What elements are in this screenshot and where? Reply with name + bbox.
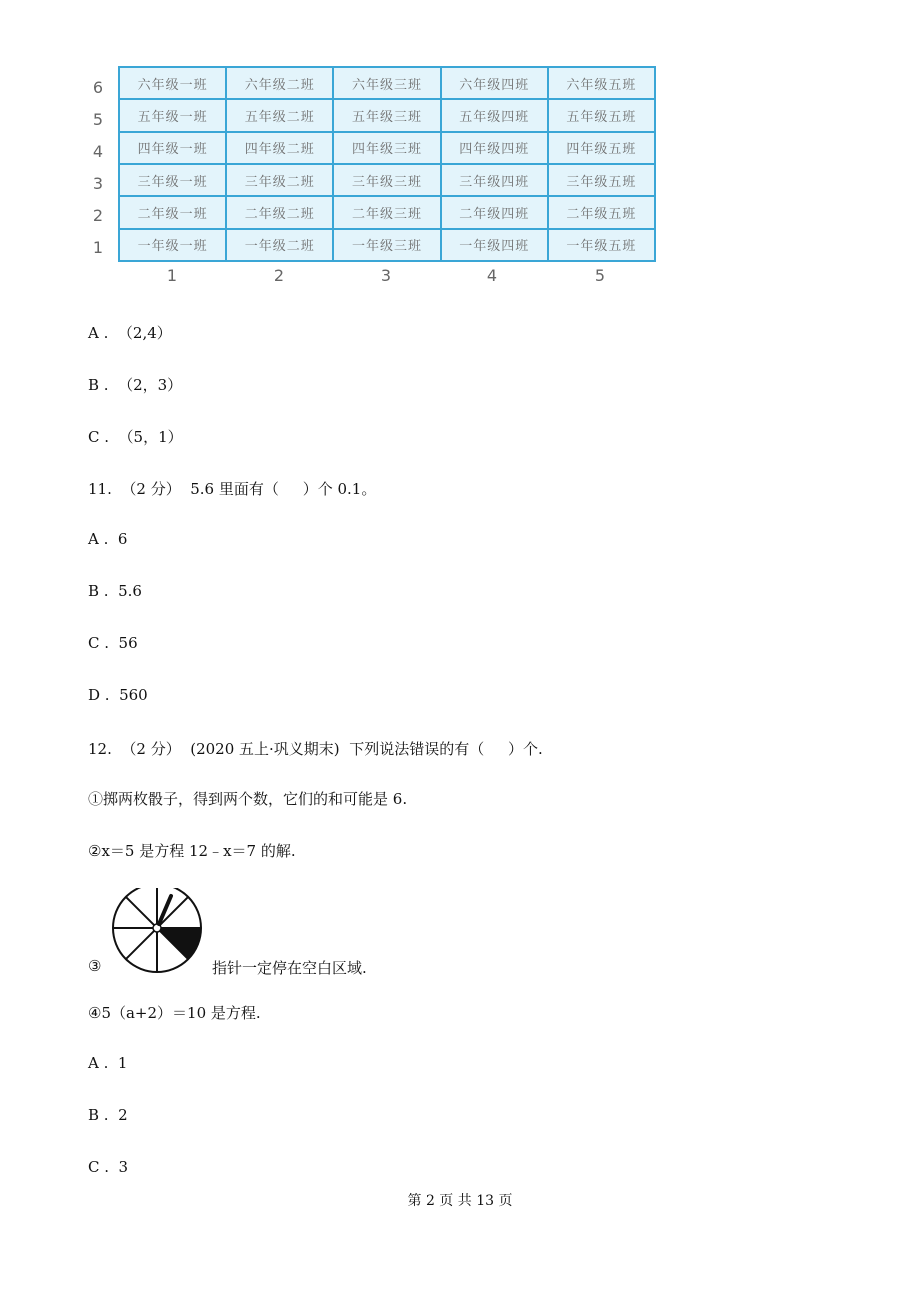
q11-option-c: C . 56	[88, 634, 138, 652]
q12-option-a: A . 1	[88, 1054, 128, 1072]
grid-cell: 三年级二班	[227, 165, 332, 195]
q12-statement-2: ②x＝5 是方程 12﹣x＝7 的解.	[88, 842, 296, 860]
row-label: 3	[92, 174, 104, 193]
grid-cell: 四年级一班	[120, 133, 225, 163]
q12-option-c: C . 3	[88, 1158, 129, 1176]
q11-option-b: B . 5.6	[88, 582, 142, 600]
grid-cell: 六年级三班	[334, 68, 439, 98]
grid-cell: 三年级五班	[549, 165, 654, 195]
q12-statement-1: ①掷两枚骰子，得到两个数，它们的和可能是 6.	[88, 790, 408, 808]
q11-option-a: A . 6	[88, 530, 128, 548]
grid-cell: 三年级四班	[442, 165, 547, 195]
q11-option-d: D . 560	[88, 686, 148, 704]
grid-cell: 一年级三班	[334, 230, 439, 260]
grid-cell: 四年级三班	[334, 133, 439, 163]
q12-statement-4: ④5（a+2）＝10 是方程.	[88, 1004, 261, 1022]
col-label: 4	[486, 266, 498, 285]
grid-cell: 二年级三班	[334, 197, 439, 227]
row-label: 1	[92, 238, 104, 257]
row-label: 5	[92, 110, 104, 129]
q12-statement-3: 指针一定停在空白区域.	[212, 959, 367, 977]
grid-cell: 四年级二班	[227, 133, 332, 163]
grid-cell: 六年级二班	[227, 68, 332, 98]
row-label: 2	[92, 206, 104, 225]
q12-option-b: B . 2	[88, 1106, 128, 1124]
grid-cell: 一年级四班	[442, 230, 547, 260]
col-label: 2	[273, 266, 285, 285]
grid-cell: 五年级五班	[549, 100, 654, 130]
grid-cell: 五年级四班	[442, 100, 547, 130]
col-label: 1	[166, 266, 178, 285]
grid-cell: 四年级四班	[442, 133, 547, 163]
spinner-icon	[108, 888, 206, 976]
q10-option-a: A . （2,4）	[88, 324, 172, 342]
class-grid	[118, 66, 656, 262]
grid-cell: 一年级五班	[549, 230, 654, 260]
row-label: 6	[92, 78, 104, 97]
grid-cell: 六年级五班	[549, 68, 654, 98]
grid-cell: 四年级五班	[549, 133, 654, 163]
q12-statement-3-marker: ③	[88, 957, 102, 975]
q11-stem: 11. （2 分） 5.6 里面有（ ）个 0.1。	[88, 480, 377, 498]
grid-cell: 一年级二班	[227, 230, 332, 260]
grid-cell: 二年级二班	[227, 197, 332, 227]
col-label: 5	[594, 266, 606, 285]
q10-option-c: C . （5，1）	[88, 428, 183, 446]
page-footer: 第 2 页 共 13 页	[407, 1193, 513, 1209]
spinner-image	[108, 888, 206, 976]
grid-cell: 二年级一班	[120, 197, 225, 227]
col-label: 3	[380, 266, 392, 285]
grid-cell: 五年级三班	[334, 100, 439, 130]
grid-cell: 一年级一班	[120, 230, 225, 260]
grid-cell: 三年级一班	[120, 165, 225, 195]
class-grid-figure	[80, 64, 670, 294]
q12-stem: 12. （2 分） (2020 五上·巩义期末) 下列说法错误的有（ ）个.	[88, 740, 543, 758]
grid-cell: 五年级二班	[227, 100, 332, 130]
grid-cell: 六年级四班	[442, 68, 547, 98]
row-label: 4	[92, 142, 104, 161]
grid-cell: 五年级一班	[120, 100, 225, 130]
grid-cell: 二年级五班	[549, 197, 654, 227]
grid-cell: 二年级四班	[442, 197, 547, 227]
grid-cell: 三年级三班	[334, 165, 439, 195]
grid-cell: 六年级一班	[120, 68, 225, 98]
q10-option-b: B . （2，3）	[88, 376, 183, 394]
